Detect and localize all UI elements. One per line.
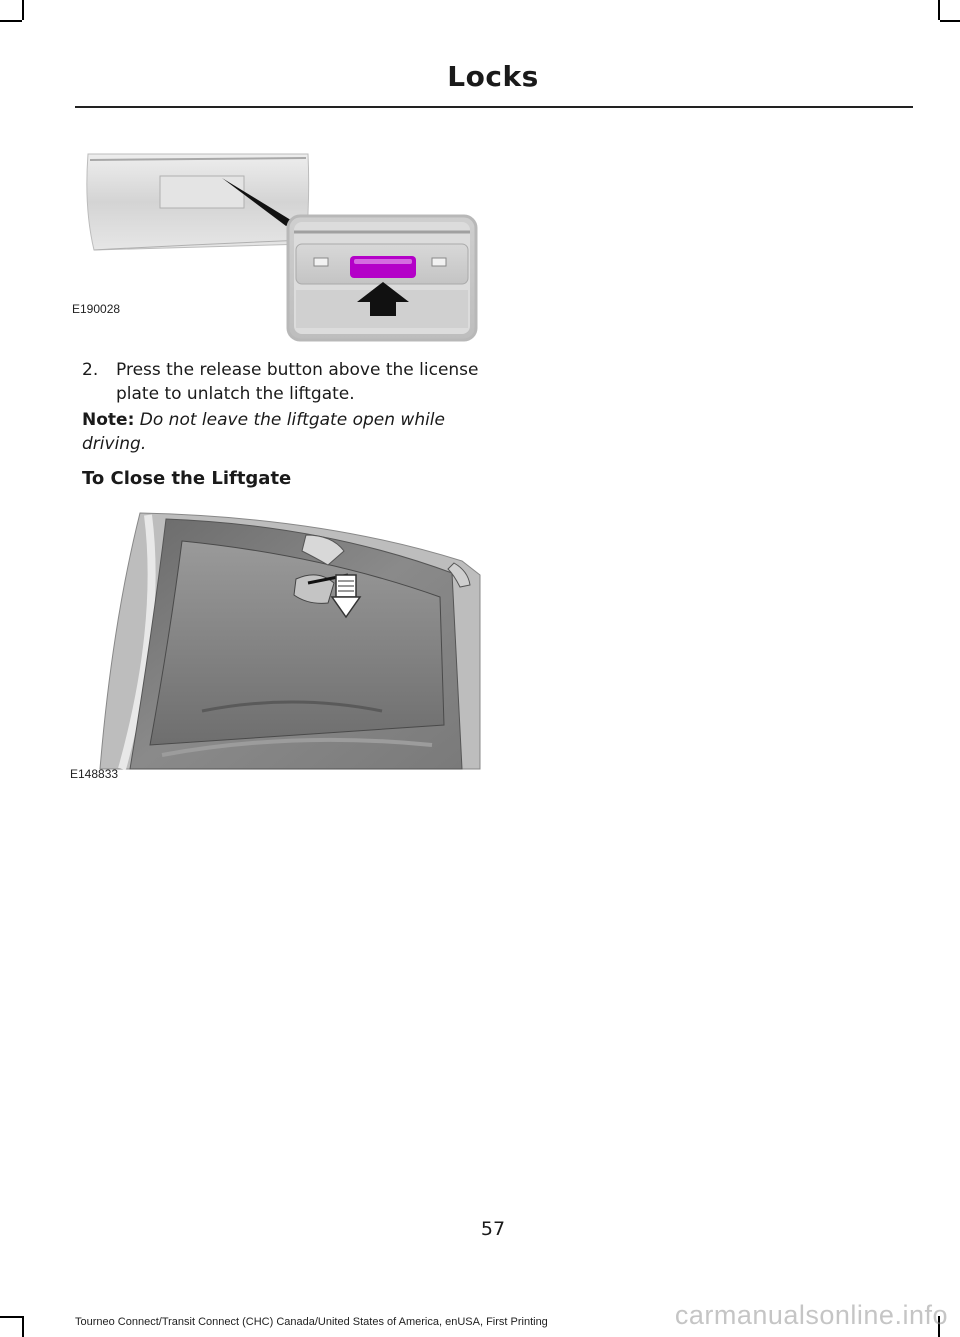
step-2 xyxy=(82,358,482,406)
figure-id: E148833 xyxy=(70,767,119,781)
step-text: Press the release button above the license plate to unlatch the liftgate. xyxy=(116,360,479,404)
crop-mark-bottom-left-h xyxy=(0,1316,22,1318)
crop-mark-top-left-v xyxy=(22,0,24,20)
section-heading: To Close the Liftgate xyxy=(82,468,292,489)
crop-mark-top-left-h xyxy=(0,20,22,22)
step-number: 2. xyxy=(82,360,99,380)
header-rule xyxy=(75,106,913,108)
note-label: Note: xyxy=(82,410,135,430)
figure-id: E190028 xyxy=(72,302,121,316)
note-text: Do not leave the liftgate open while driving. xyxy=(82,410,445,454)
page-title-text: Locks xyxy=(447,60,539,93)
close-liftgate-figure xyxy=(70,505,482,785)
footer-text: Tourneo Connect/Transit Connect (CHC) Canada/United States of America, enUSA, First Printing xyxy=(75,1316,548,1328)
release-button-figure xyxy=(72,148,482,344)
crop-mark-bottom-left-v xyxy=(22,1316,24,1337)
page-number: 57 xyxy=(480,1218,506,1240)
liftgate-interior-illustration xyxy=(82,505,482,775)
release-button-illustration xyxy=(82,148,482,344)
crop-mark-top-right-h xyxy=(940,20,960,22)
note xyxy=(82,408,482,456)
crop-mark-top-right-v xyxy=(938,0,940,20)
watermark: carmanualsonline.info xyxy=(674,1300,948,1330)
